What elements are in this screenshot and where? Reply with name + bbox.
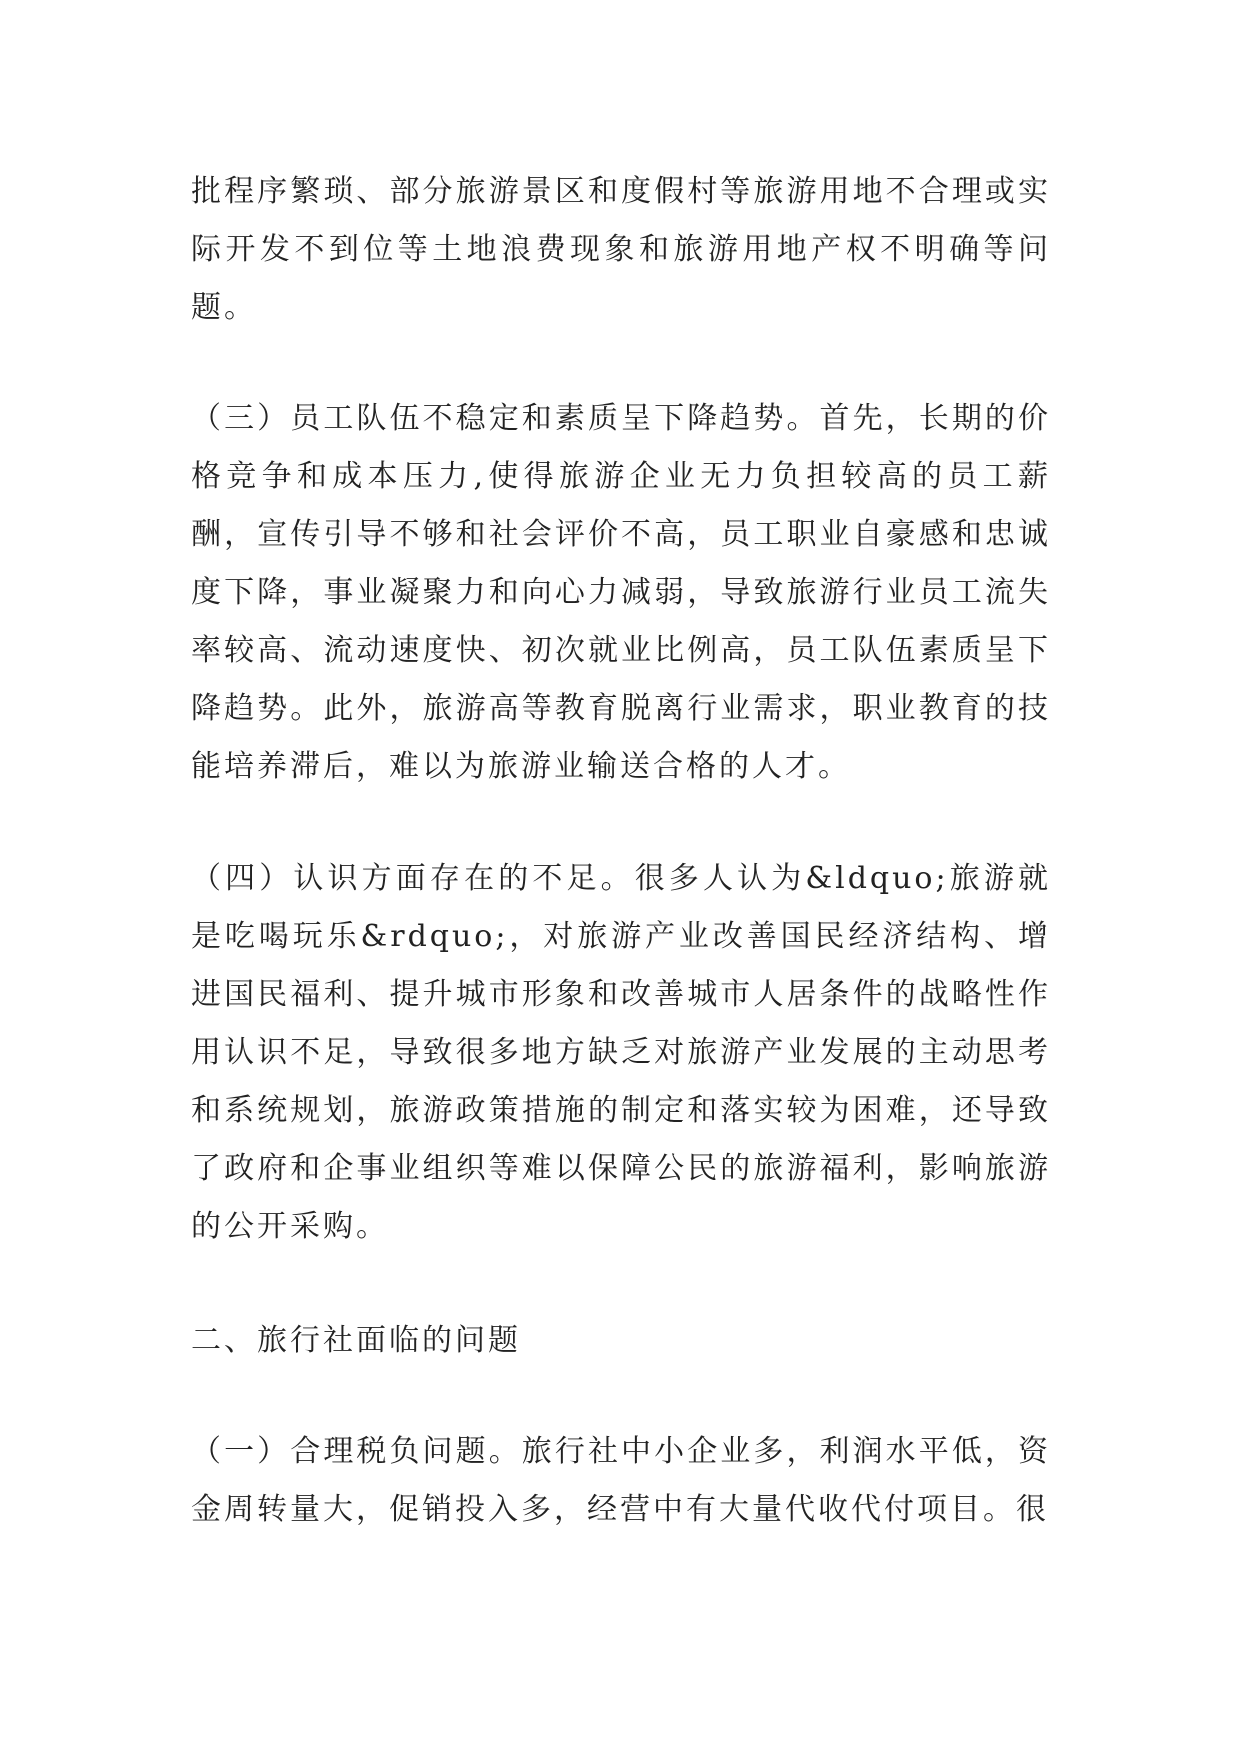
- paragraph-tax-burden: （一）合理税负问题。旅行社中小企业多，利润水平低，资金周转量大，促销投入多，经营中有大量代收代付项目。很: [191, 1434, 1051, 1527]
- paragraph-staff-stability: （三）员工队伍不稳定和素质呈下降趋势。首先，长期的价格竞争和成本压力,使得旅游企业无力负担较高的员工薪酬，宣传引导不够和社会评价不高，员工职业自豪感和忠诚度下降，事业凝聚力和向心力减弱，导致旅游行业员工流失率较高、流动速度快、初次就业比例高，员工队伍素质呈下降趋势。此外，旅游高等教育脱离行业需求，职业教育的技能培养滞后，难以为旅游业输送合格的人才。: [191, 401, 1051, 784]
- paragraph-land-use-issues: 批程序繁琐、部分旅游景区和度假村等旅游用地不合理或实际开发不到位等土地浪费现象和旅游用地产权不明确等问题。: [191, 174, 1051, 325]
- section-heading-travel-agency-problems: 二、旅行社面临的问题: [191, 1323, 521, 1358]
- paragraph-awareness-shortfall: （四）认识方面存在的不足。很多人认为&ldquo;旅游就是吃喝玩乐&rdquo;，对旅游产业改善国民经济结构、增进国民福利、提升城市形象和改善城市人居条件的战略性作用认识不足，导致很多地方缺乏对旅游产业发展的主动思考和系统规划，旅游政策措施的制定和落实较为困难，还导致了政府和企事业组织等难以保障公民的旅游福利，影响旅游的公开采购。: [191, 861, 1051, 1244]
